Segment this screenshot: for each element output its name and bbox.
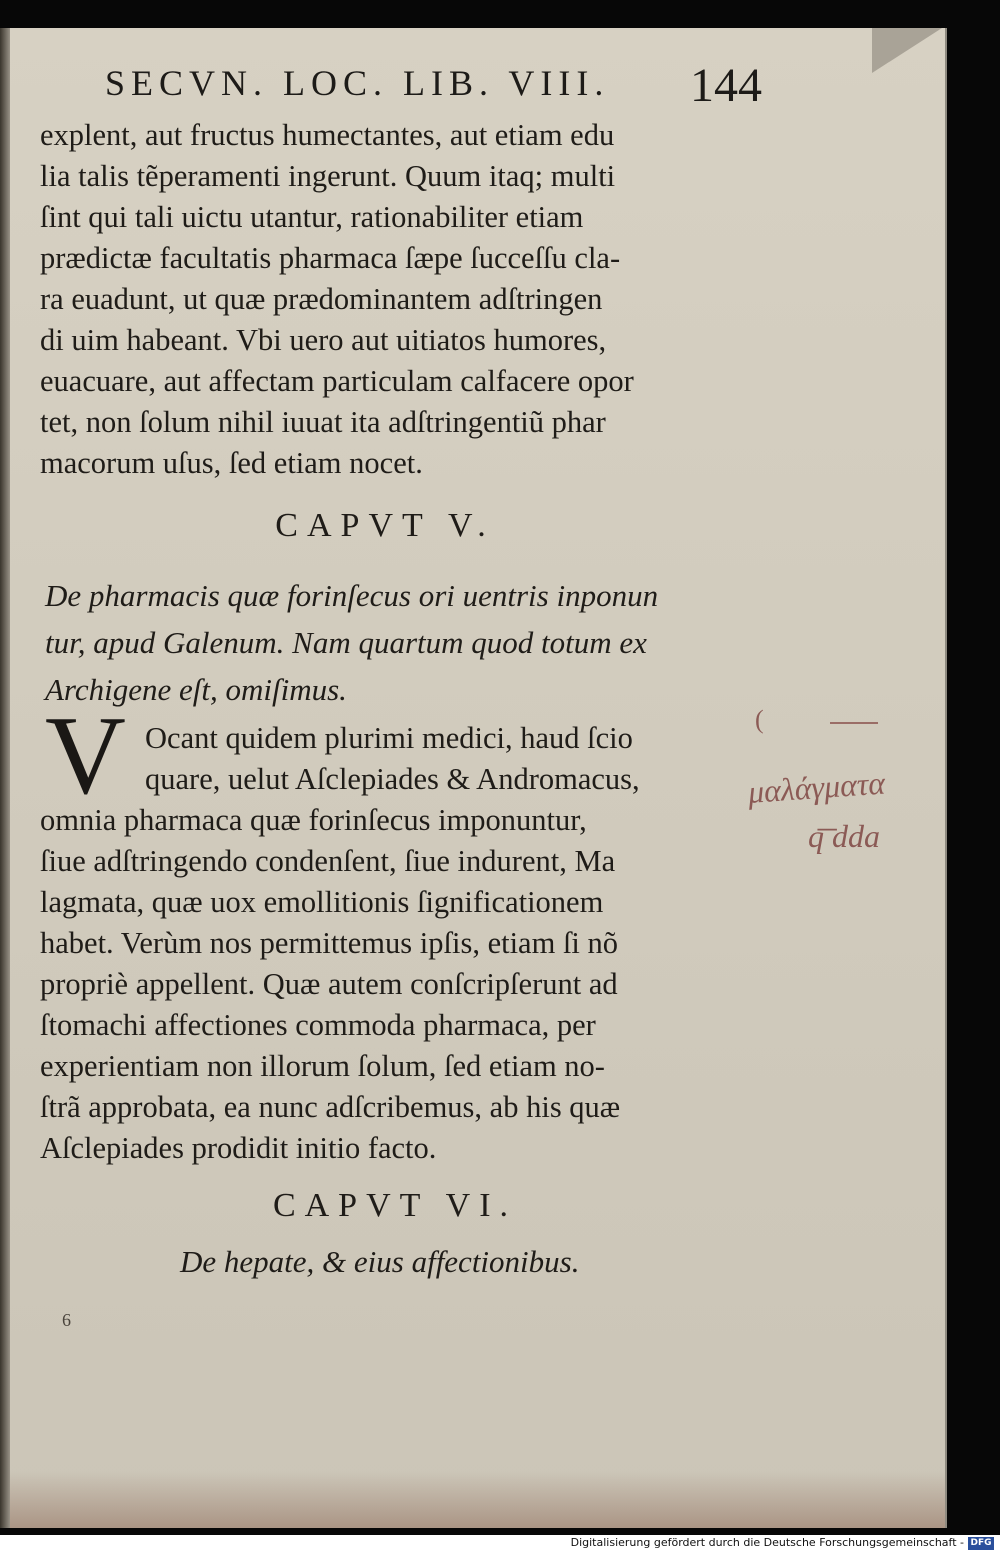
- text-line: ſtomachi affectiones commoda pharmaca, per: [40, 1008, 596, 1042]
- chapter-5-opening: [145, 718, 745, 800]
- text-line: macorum uſus, ſed etiam nocet.: [40, 446, 423, 480]
- running-title: SECVN. LOC. LIB. VIII.: [105, 63, 610, 103]
- dfg-logo: DFG: [968, 1537, 994, 1550]
- text-line: Aſclepiades prodidit initio facto.: [40, 1131, 437, 1165]
- text-line: ra euadunt, ut quæ prædominantem adſtringen: [40, 282, 603, 316]
- chapter-6-summary: De hepate, & eius affectionibus.: [180, 1244, 580, 1279]
- text-line: Ocant quidem plurimi medici, haud ſcio: [145, 721, 633, 755]
- text-line: explent, aut fructus humectantes, aut etiam edu: [40, 118, 615, 152]
- text-line: ſint qui tali uictu utantur, rationabiliter etiam: [40, 200, 584, 234]
- margin-dash-mark: [830, 722, 878, 724]
- margin-note-line: q͞ dda: [808, 818, 880, 854]
- text-line: habet. Verùm nos permittemus ipſis, etiam ſi nõ: [40, 926, 619, 960]
- text-line: euacuare, aut affectam particulam calfacere opor: [40, 364, 634, 398]
- text-line: propriè appellent. Quæ autem conſcripſerunt ad: [40, 967, 618, 1001]
- summary-line: tur, apud Galenum. Nam quartum quod totum ex: [45, 625, 647, 660]
- chapter-5-heading: CAPVT V.: [275, 507, 495, 544]
- page-number: 144: [690, 59, 762, 112]
- summary-line: Archigene eſt, omiſimus.: [45, 672, 347, 707]
- handwritten-margin-note: [746, 764, 943, 880]
- text-line: ſtrã approbata, ea nunc adſcribemus, ab his quæ: [40, 1090, 621, 1124]
- margin-tick-mark: (: [755, 705, 764, 734]
- drop-cap-initial: V: [45, 694, 126, 818]
- text-line: tet, non ſolum nihil iuuat ita adſtringentiũ phar: [40, 405, 606, 439]
- summary-line: De pharmacis quæ forinſecus ori uentris inponun: [45, 578, 659, 613]
- text-line: prædictæ facultatis pharmaca ſæpe ſucceſſu cla-: [40, 241, 621, 275]
- text-line: lagmata, quæ uox emollitionis ſignificationem: [40, 885, 604, 919]
- text-line: quare, uelut Aſclepiades & Andromacus,: [145, 762, 640, 796]
- chapter-5-summary: [45, 572, 735, 713]
- chapter-5-paragraph: [40, 800, 730, 1169]
- text-line: omnia pharmaca quæ forinſecus imponuntur,: [40, 803, 587, 837]
- margin-note-line: μαλάγματα: [746, 764, 887, 810]
- page-bottom-edge: [10, 1472, 945, 1528]
- signature-mark: 6: [62, 1310, 71, 1330]
- text-line: lia talis tẽperamenti ingerunt. Quum itaq; multi: [40, 159, 616, 193]
- text-line: di uim habeant. Vbi uero aut uitiatos humores,: [40, 323, 607, 357]
- text-line: ſiue adſtringendo condenſent, ſiue indurent, Ma: [40, 844, 616, 878]
- footer-credit: Digitalisierung gefördert durch die Deutsche Forschungsgemeinschaft -: [570, 1536, 964, 1549]
- text-line: experientiam non illorum ſolum, ſed etiam no-: [40, 1049, 605, 1083]
- chapter-6-heading: CAPVT VI.: [272, 1187, 518, 1224]
- folded-corner: [872, 28, 942, 73]
- paragraph-1: [40, 115, 730, 484]
